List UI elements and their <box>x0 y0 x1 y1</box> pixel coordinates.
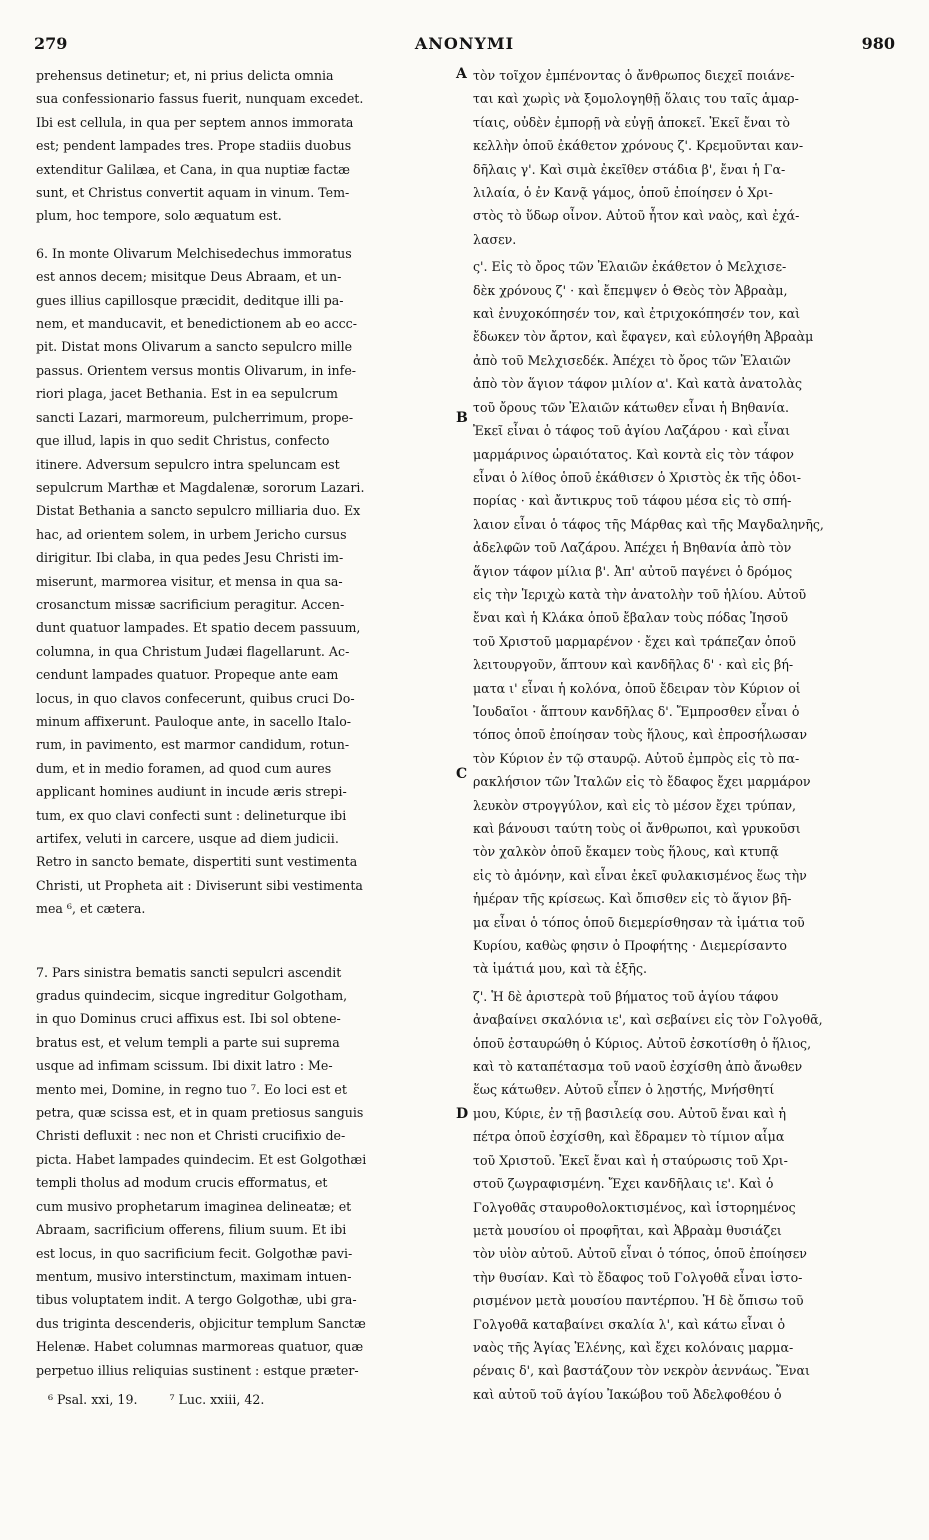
margin-marker-d: D <box>456 1106 469 1122</box>
greek-column <box>473 64 893 1406</box>
page-header <box>34 34 895 58</box>
left-page-number: 279 <box>34 34 68 53</box>
margin-marker-a: A <box>456 66 467 82</box>
footnote-6: ⁶ Psal. xxi, 19. <box>48 1392 138 1407</box>
margin-marker-b: B <box>456 410 468 426</box>
right-page-number: 980 <box>861 34 895 53</box>
footnotes <box>48 1392 264 1407</box>
greek-paragraph-7: ζ'. Ἡ δὲ ἀριστερὰ τοῦ βήματος τοῦ ἁγίου τάφου ἀναβαίνει σκαλόνια ιε', καὶ σεβαίνει εἰς τὸν Γολγοθᾶ, ὁποῦ ἐσταυρώθη ὁ Κύριος. Αὐτοῦ ἐσκοτίσθη ὁ ἥλιος, καὶ τὸ καταπέτασμα τοῦ ναοῦ ἐσχίσθη ἀπὸ ἄνωθεν ἕως κάτωθεν. Αὐτοῦ εἶπεν ὁ λῃστής, Μνήσθητί μου, Κύριε, ἐν τῇ βασιλείᾳ σου. Αὐτοῦ ἔναι καὶ ἡ πέτρα ὁποῦ ἐσχίσθη, καὶ ἔδραμεν τὸ τίμιον αἷμα τοῦ Χριστοῦ. Ἐκεῖ ἔναι καὶ ἡ σταύρωσις τοῦ Χρι- στοῦ ζωγραφισμένη. Ἔχει κανδῆλαις ιε'. Καὶ ὁ Γολγοθᾶς σταυροθολοκτισμένος, καὶ ἱστορημένος μετὰ μουσίου οἱ προφῆται, καὶ Ἀβραὰμ θυσιάζει τὸν υἱὸν αὐτοῦ. Αὐτοῦ εἶναι ὁ τόπος, ὁποῦ ἐποίησεν τὴν θυσίαν. Καὶ τὸ ἔδαφος τοῦ Γολγοθᾶ εἶναι ἱστο- ρισμένον μετὰ μουσίου παντέρπου. Ἡ δὲ ὄπισω τοῦ Γολγοθᾶ καταβαίνει σκαλία λ', καὶ κάτω εἶναι ὁ ναὸς τῆς Ἁγίας Ἑλένης, καὶ ἔχει κολόναις μαρμα- ρέναις δ', καὶ βαστάζουν τὸν νεκρὸν ἀεννάως. Ἔναι καὶ αὐτοῦ τοῦ ἁγίου Ἰακώβου τοῦ Ἀδελφοθέου ὁ <box>473 988 823 1402</box>
margin-marker-c: C <box>456 766 468 782</box>
running-title: ANONYMI <box>414 34 515 53</box>
footnote-7: ⁷ Luc. xxiii, 42. <box>169 1392 265 1407</box>
latin-paragraph-7: 7. Pars sinistra bematis sancti sepulcri ascendit gradus quindecim, sicque ingreditur Golgotham, in quo Dominus cruci affixus est. Ibi sol obtene- bratus est, et velum templi a parte sui suprema usque ad infimam scissum. Ibi dixit latro : Me- mento mei, Domine, in regno tuo ⁷. Eo loci est et petra, quæ scissa est, et in quam pretiosus sanguis Christi defluxit : nec non et Christi crucifixio de- picta. Habet lampades quindecim. Et est Golgothæi templi tholus ad modum crucis efformatus, et cum musivo prophetarum imaginea delineatæ; et Abraam, sacrificium offerens, filium suum. Et ibi est locus, in quo sacrificium fecit. Golgothæ pavi- mentum, musivo interstinctum, maximam intuen- tibus voluptatem indit. A tergo Golgothæ, ubi gra- dus triginta descenderis, objicitur templum Sanctæ Helenæ. Habet columnas marmoreas quatuor, quæ perpetuo illius reliquias sustinent : estque præter- <box>36 964 367 1378</box>
latin-column <box>36 64 454 1382</box>
latin-paragraph-1: prehensus detinetur; et, ni prius delicta omnia sua confessionario fassus fuerit, nunquam excedet. Ibi est cellula, in qua per septem annos immorata est; pendent lampades tres. Prope stadiis duobus extenditur Galilæa, et Cana, in qua nuptiæ factæ sunt, et Christus convertit aquam in vinum. Tem- plum, hoc tempore, solo æquatum est. <box>36 68 364 224</box>
greek-paragraph-1: τὸν τοῖχον ἐμπένοντας ὁ ἄνθρωπος διεχεῖ ποιάνε- ται καὶ χωρὶς νὰ ξομολογηθῇ ὅλαις του ταῖς ἁμαρ- τίαις, οὐδὲν ἐμπορῇ νὰ εὐγῇ ἀποκεῖ. Ἐκεῖ ἔναι τὸ κελλὴν ὁποῦ ἐκάθετον χρόνους ζ'. Κρεμοῦνται καν- δῆλαις γ'. Καὶ σιμὰ ἐκεῖθεν στάδια β', ἔναι ἡ Γα- λιλαία, ὁ ἐν Κανᾷ γάμος, ὁποῦ ἐποίησεν ὁ Χρι- στὸς τὸ ὕδωρ οἶνον. Αὐτοῦ ἦτον καὶ ναὸς, καὶ ἐχά- λασεν. <box>473 68 804 247</box>
latin-paragraph-6: 6. In monte Olivarum Melchisedechus immoratus est annos decem; misitque Deus Abraam, et un- gues illius capillosque præcidit, deditque illi pa- nem, et manducavit, et benedictionem ab eo accc- pit. Distat mons Olivarum a sancto sepulcro mille passus. Orientem versus montis Olivarum, in infe- riori plaga, jacet Bethania. Est in ea sepulcrum sancti Lazari, marmoreum, pulcherrimum, prope- que illud, lapis in quo sedit Christus, confecto itinere. Adversum sepulcro intra speluncam est sepulcrum Marthæ et Magdalenæ, sororum Lazari. Distat Bethania a sancto sepulcro milliaria duo. Ex hac, ad orientem solem, in urbem Jericho cursus dirigitur. Ibi claba, in qua pedes Jesu Christi im- miserunt, marmorea visitur, et mensa in qua sa- crosanctum missæ sacrificium peragitur. Accen- dunt quatuor lampades. Et spatio decem passuum, columna, in qua Christum Judæi flagellarunt. Ac- cendunt lampades quatuor. Propeque ante eam locus, in quo clavos confecerunt, quibus cruci Do- minum affixerunt. Pauloque ante, in sacello Italo- rum, in pavimento, est marmor candidum, rotun- dum, et in medio foramen, ad quod cum aures applicant homines audiunt in incude æris strepi- tum, ex quo clavi confecti sunt : delineturque ibi artifex, veluti in carcere, usque ad diem judicii. Retro in sancto bemate, dispertiti sunt vestimenta Christi, ut Propheta ait : Diviserunt sibi vestimenta mea ⁶, et cætera. <box>36 245 365 917</box>
greek-paragraph-6: ς'. Εἰς τὸ ὄρος τῶν Ἐλαιῶν ἐκάθετον ὁ Μελχισε- δὲκ χρόνους ζ' · καὶ ἔπεμψεν ὁ Θεὸς τὸν Ἀβραὰμ, καὶ ἐνυχοκόπησέν τον, καὶ ἐτριχοκόπησέν τον, καὶ ἔδωκεν τὸν ἄρτον, καὶ ἔφαγεν, καὶ εὐλογήθη Ἀβραὰμ ἀπὸ τοῦ Μελχισεδέκ. Ἀπέχει τὸ ὄρος τῶν Ἐλαιῶν ἀπὸ τὸν ἅγιον τάφον μιλίον α'. Καὶ κατὰ ἀνατολὰς τοῦ ὄρους τῶν Ἐλαιῶν κάτωθεν εἶναι ἡ Βηθανία. Ἐκεῖ εἶναι ὁ τάφος τοῦ ἁγίου Λαζάρου · καὶ εἶναι μαρμάρινος ὡραιότατος. Καὶ κοντὰ εἰς τὸν τάφον εἶναι ὁ λίθος ὁποῦ ἐκάθισεν ὁ Χριστὸς ἐκ τῆς ὁδοι- πορίας · καὶ ἄντικρυς τοῦ τάφου μέσα εἰς τὸ σπή- λαιον εἶναι ὁ τάφος τῆς Μάρθας καὶ τῆς Μαγδαληνῆς, ἀδελφῶν τοῦ Λαζάρου. Ἀπέχει ἡ Βηθανία ἀπὸ τὸν ἅγιον τάφον μίλια β'. Ἀπ' αὐτοῦ παγένει ὁ δρόμος εἰς τὴν Ἱεριχὼ κατὰ τὴν ἀνατολὴν τοῦ ἡλίου. Αὐτοῦ ἔναι καὶ ἡ Κλάκα ὁποῦ ἔβαλαν τοὺς πόδας Ἰησοῦ τοῦ Χριστοῦ μαρμαρένον · ἔχει καὶ τράπεζαν ὁποῦ λειτουργοῦν, ἅπτουν καὶ κανδῆλας δ' · καὶ εἰς βή- ματα ι' εἶναι ἡ κολόνα, ὁποῦ ἔδειραν τὸν Κύριον οἱ Ἰουδαῖοι · ἅπτουν κανδῆλας δ'. Ἔμπροσθεν εἶναι ὁ τόπος ὁποῦ ἐποίησαν τοὺς ἥλους, καὶ ἐπροσήλωσαν τὸν Κύριον ἐν τῷ σταυρῷ. Αὐτοῦ ἐμπρὸς εἰς τὸ πα- ρακλήσιον τῶν Ἰταλῶν εἰς τὸ ἔδαφος ἔχει μαρμάρον λευκὸν στρογγύλον, καὶ εἰς τὸ μέσον ἔχει τρύπαν, καὶ βάνουσι ταύτη τοὺς οἱ ἄνθρωποι, καὶ γρυκοῦσι τὸν χαλκὸν ὁποῦ ἔκαμεν τοὺς ἥλους, καὶ κτυπᾷ εἰς τὸ ἀμόνην, καὶ εἶναι ἐκεῖ φυλακισμένος ἕως τὴν ἡμέραν τῆς κρίσεως. Καὶ ὄπισθεν εἰς τὸ ἅγιον βῆ- μα εἶναι ὁ τόπος ὁποῦ διεμερίσθησαν τὰ ἱμάτια τοῦ Κυρίου, καθὼς φησιν ὁ Προφήτης · Διεμερίσαντο τὰ ἱμάτιά μου, καὶ τὰ ἑξῆς. <box>473 259 824 977</box>
